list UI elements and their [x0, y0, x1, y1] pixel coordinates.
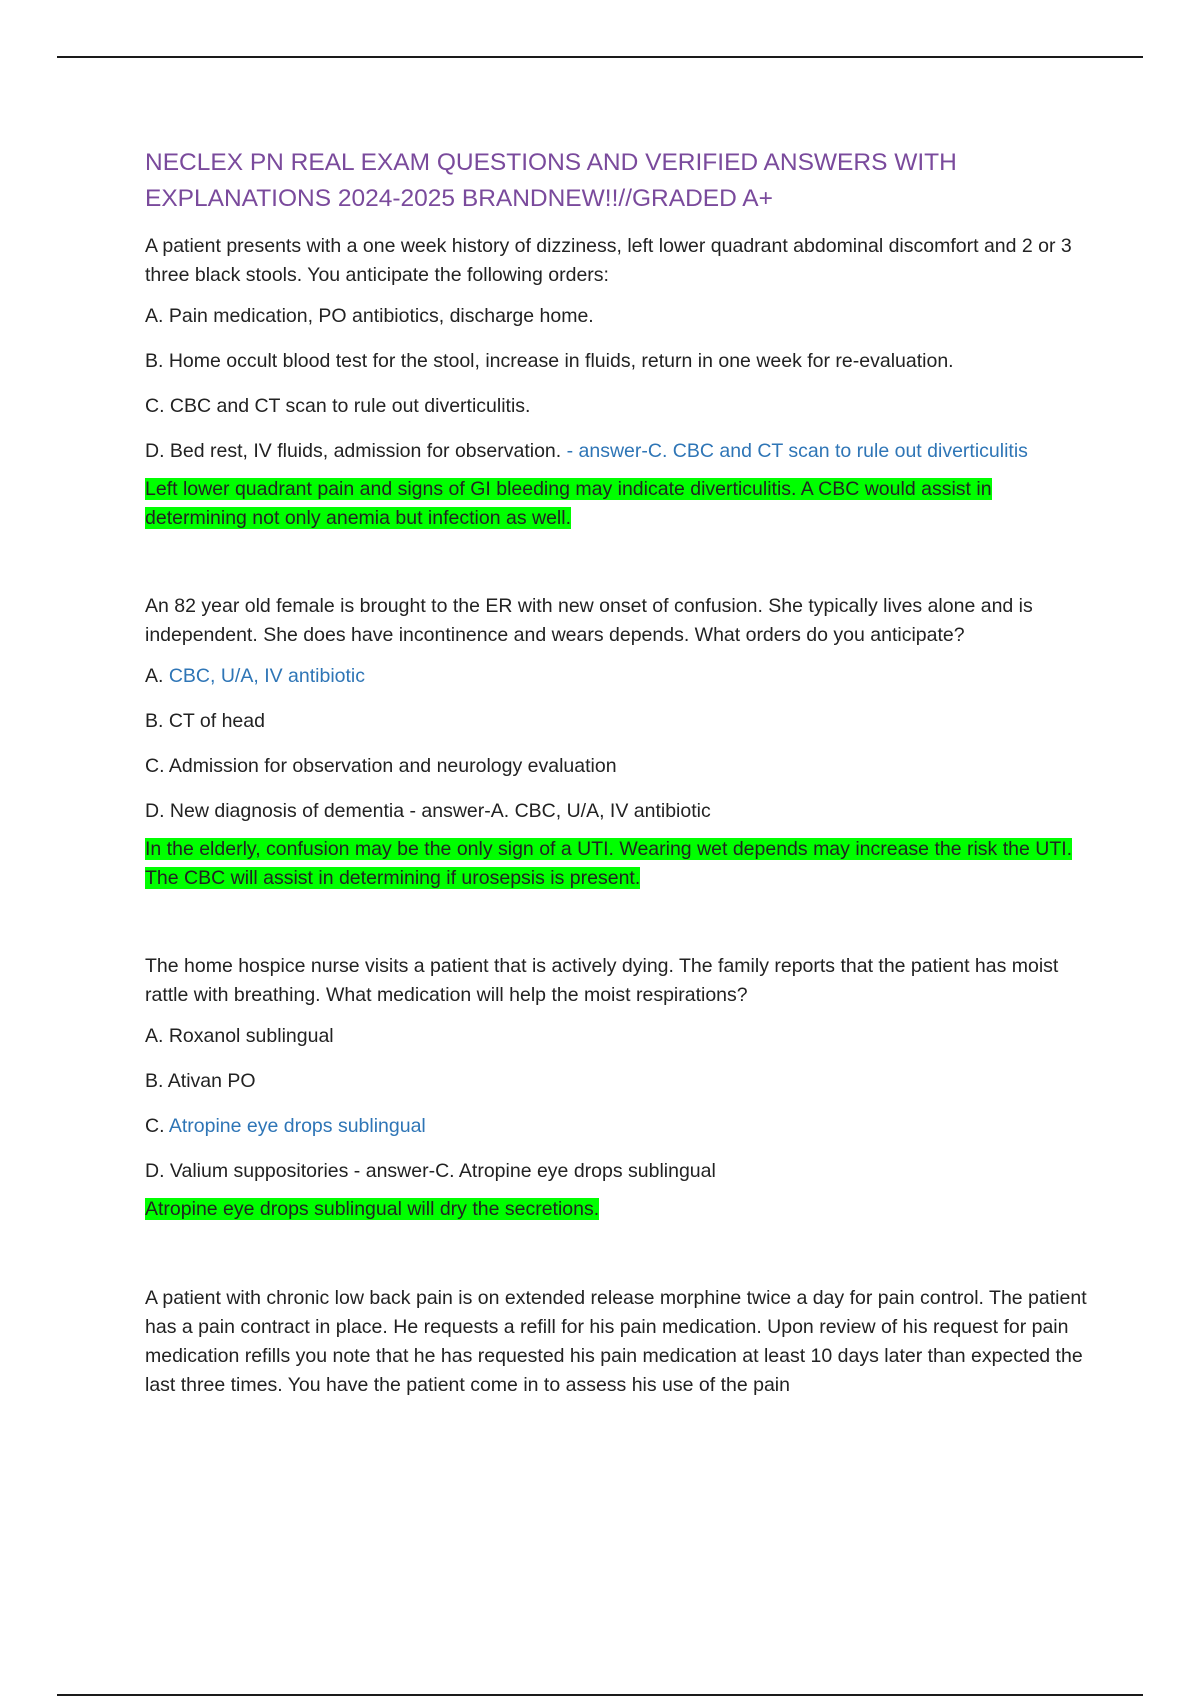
question-2-explanation	[145, 835, 1090, 893]
question-1-explanation-text: Left lower quadrant pain and signs of GI bleeding may indicate diverticulitis. A CBC would assist in determining not only anemia but infection as well.	[145, 478, 992, 529]
question-3	[145, 952, 1090, 1224]
question-3-explanation-text: Atropine eye drops sublingual will dry the secretions.	[145, 1198, 600, 1220]
question-1-option-a: A. Pain medication, PO antibiotics, discharge home.	[145, 305, 594, 327]
question-2-stem: An 82 year old female is brought to the ER with new onset of confusion. She typically lives alone and is independent. She does have incontinence and wears depends. What orders do you anticipate?	[145, 595, 1033, 646]
question-1-explanation	[145, 475, 1090, 533]
question-1	[145, 232, 1090, 533]
question-3-option-c	[145, 1112, 1090, 1141]
question-4-stem: A patient with chronic low back pain is on extended release morphine twice a day for pain control. The patient has a pain contract in place. He requests a refill for his pain medication. Upon review of his request for pain medication refills you note that he has requested his pain medication at least 10 days later than expected the last three times. You have the patient come in to assess his use of the pain	[145, 1287, 1087, 1396]
question-1-option-d-text: D. Bed rest, IV fluids, admission for observation.	[145, 440, 562, 462]
question-1-option-d	[145, 437, 1090, 466]
bottom-rule	[57, 1694, 1143, 1696]
question-2-explanation-text: In the elderly, confusion may be the only sign of a UTI. Wearing wet depends may increase the risk the UTI. The CBC will assist in determining if urosepsis is present.	[145, 838, 1073, 889]
document-body	[145, 145, 1090, 1412]
question-3-option-d: D. Valium suppositories - answer-C. Atropine eye drops sublingual	[145, 1160, 716, 1182]
question-1-option-c: C. CBC and CT scan to rule out diverticulitis.	[145, 395, 531, 417]
question-2-option-c: C. Admission for observation and neurology evaluation	[145, 755, 617, 777]
top-rule	[57, 56, 1143, 58]
question-3-option-a: A. Roxanol sublingual	[145, 1025, 334, 1047]
document-title: NECLEX PN REAL EXAM QUESTIONS AND VERIFIED ANSWERS WITH EXPLANATIONS 2024-2025 BRANDNEW!!//GRADED A+	[145, 149, 957, 212]
question-3-stem: The home hospice nurse visits a patient that is actively dying. The family reports that the patient has moist rattle with breathing. What medication will help the moist respirations?	[145, 955, 1059, 1006]
question-1-stem: A patient presents with a one week history of dizziness, left lower quadrant abdominal discomfort and 2 or 3 three black stools. You anticipate the following orders:	[145, 235, 1072, 286]
question-1-option-b: B. Home occult blood test for the stool, increase in fluids, return in one week for re-evaluation.	[145, 350, 954, 372]
question-2-option-a-prefix: A.	[145, 665, 169, 687]
question-3-option-c-prefix: C.	[145, 1115, 169, 1137]
question-2-option-d: D. New diagnosis of dementia - answer-A. CBC, U/A, IV antibiotic	[145, 800, 711, 822]
question-3-option-c-text: Atropine eye drops sublingual	[168, 1115, 426, 1137]
question-2-option-b: B. CT of head	[145, 710, 265, 732]
question-1-answer: - answer-C. CBC and CT scan to rule out diverticulitis	[561, 440, 1028, 462]
question-3-option-b: B. Ativan PO	[145, 1070, 256, 1092]
question-2-option-a	[145, 662, 1090, 691]
question-3-explanation	[145, 1195, 1090, 1224]
question-2	[145, 592, 1090, 893]
question-4	[145, 1284, 1090, 1400]
question-2-option-a-text: CBC, U/A, IV antibiotic	[168, 665, 365, 687]
